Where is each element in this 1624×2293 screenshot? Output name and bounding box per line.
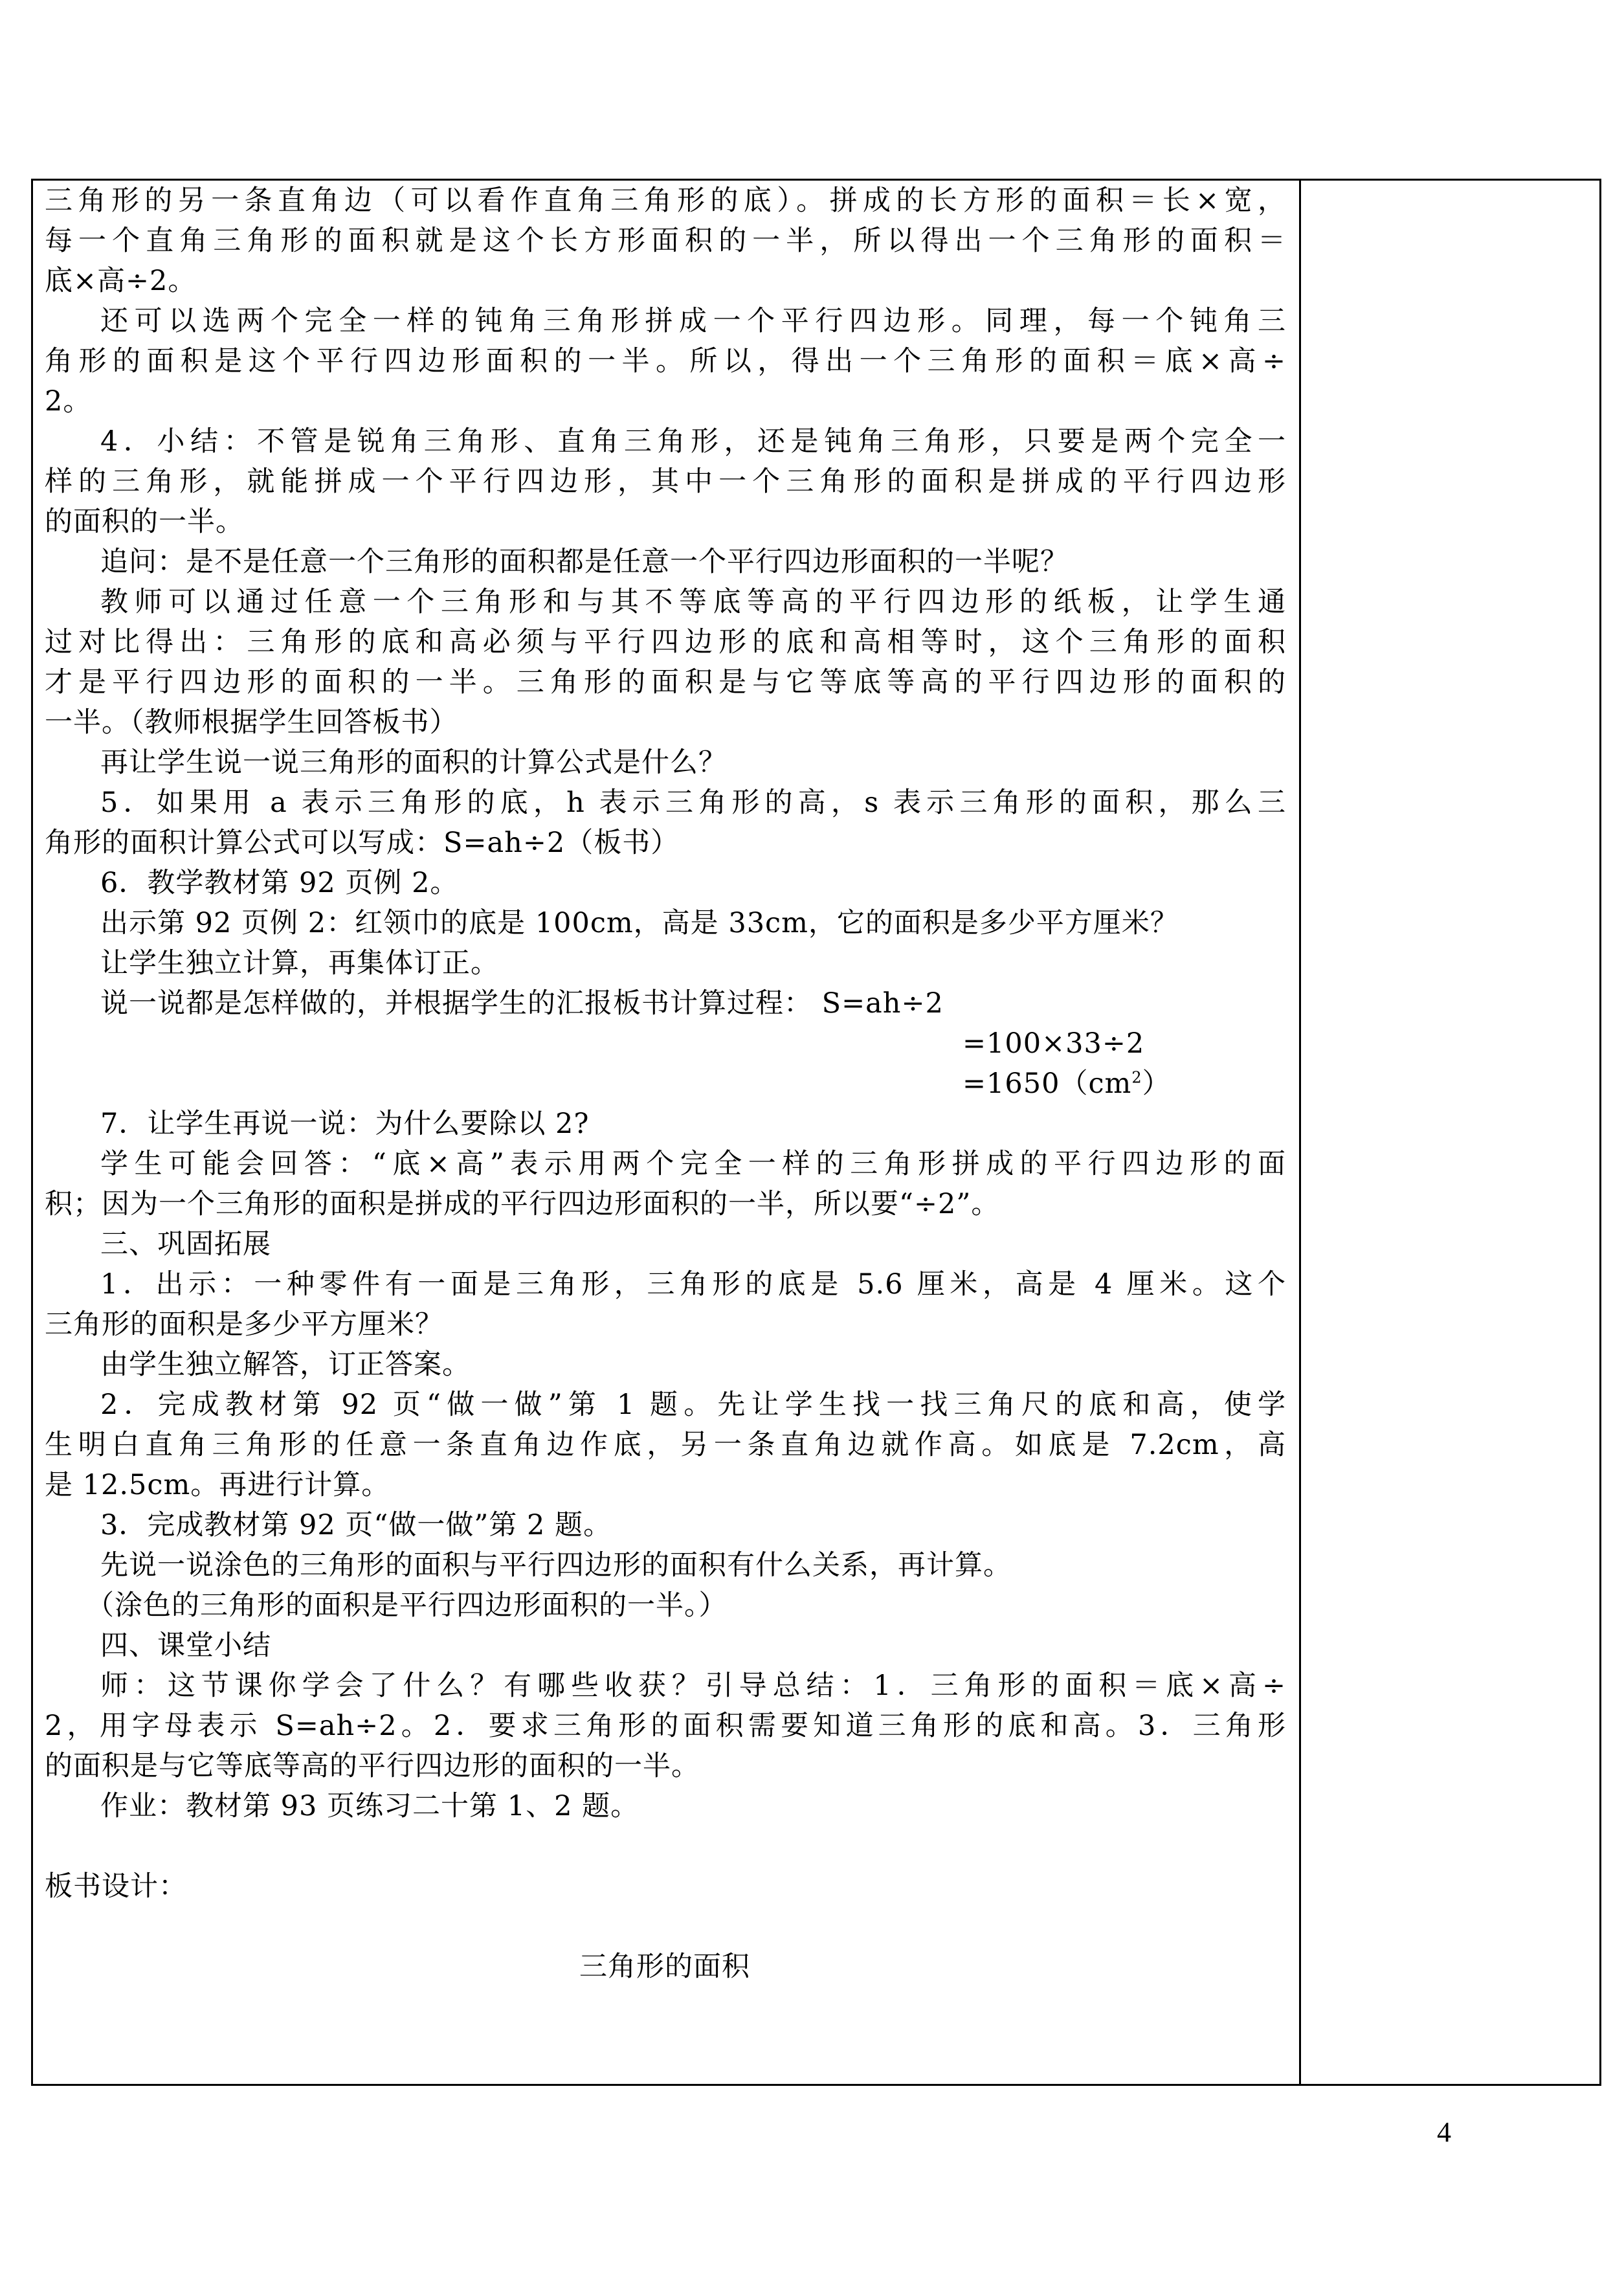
text-line: 再让学生说一说三角形的面积的计算公式是什么？: [100, 746, 727, 779]
text-line: 生明白直角三角形的任意一条直角边作底，另一条直角边就作高。如底是 7.2cm，高: [45, 1429, 1286, 1461]
text-line: 过对比得出：三角形的底和高必须与平行四边形的底和高相等时，这个三角形的面积: [45, 626, 1286, 658]
text-line: 学生可能会回答：“底×高”表示用两个完全一样的三角形拼成的平行四边形的面: [100, 1148, 1286, 1180]
superscript: 2: [1131, 1068, 1142, 1087]
text-line: 底×高÷2。: [45, 265, 197, 297]
text-line: （涂色的三角形的面积是平行四边形面积的一半。）: [86, 1589, 728, 1622]
text-line: 7．让学生再说一说：为什么要除以 2?: [100, 1108, 590, 1140]
calc-step-text: =1650（cm: [962, 1068, 1132, 1100]
text-line: 由学生独立解答，订正答案。: [100, 1348, 471, 1381]
calc-step-close: ）: [1142, 1068, 1171, 1100]
text-line: 说一说都是怎样做的，并根据学生的汇报板书计算过程： S=ah÷2: [100, 987, 944, 1020]
text-line: 的面积的一半。: [45, 506, 244, 538]
text-line: 出示第 92 页例 2：红领巾的底是 100cm，高是 33cm，它的面积是多少平方厘米？: [100, 907, 1179, 939]
text-line: 师：这节课你学会了什么？有哪些收获？引导总结：1．三角形的面积＝底×高÷: [100, 1670, 1286, 1702]
column-divider: [1299, 181, 1301, 2084]
board-design-label: 板书设计：: [45, 1870, 187, 1903]
text-line: 2，用字母表示 S=ah÷2。2．要求三角形的面积需要知道三角形的底和高。3．三角形: [45, 1710, 1286, 1742]
text-line: 样的三角形，就能拼成一个平行四边形，其中一个三角形的面积是拼成的平行四边形: [45, 465, 1286, 498]
text-line: 2．完成教材第 92 页“做一做”第 1 题。先让学生找一找三角尺的底和高，使学: [100, 1389, 1286, 1421]
text-line: 角形的面积计算公式可以写成：S=ah÷2（板书）: [45, 827, 680, 859]
section-heading: 三、巩固拓展: [100, 1228, 271, 1260]
text-line: 教师可以通过任意一个三角形和与其不等底等高的平行四边形的纸板，让学生通: [100, 586, 1286, 618]
text-line: 追问：是不是任意一个三角形的面积都是任意一个平行四边形面积的一半呢？: [100, 546, 1069, 578]
text-line: 三角形的另一条直角边（可以看作直角三角形的底）。拼成的长方形的面积＝长×宽，: [45, 185, 1286, 217]
text-line: 积；因为一个三角形的面积是拼成的平行四边形面积的一半，所以要“÷2”。: [45, 1188, 1000, 1220]
text-line: 三角形的面积是多少平方厘米？: [45, 1308, 443, 1341]
homework-line: 作业：教材第 93 页练习二十第 1、2 题。: [100, 1790, 640, 1822]
text-line: 5．如果用 a 表示三角形的底，h 表示三角形的高，s 表示三角形的面积，那么三: [100, 787, 1286, 819]
text-line: 6．教学教材第 92 页例 2。: [100, 867, 459, 899]
board-design-title: 三角形的面积: [579, 1951, 750, 1983]
calc-step: [962, 1064, 1171, 1104]
text-line: 每一个直角三角形的面积就是这个长方形面积的一半，所以得出一个三角形的面积＝: [45, 225, 1286, 257]
text-line: 的面积是与它等底等高的平行四边形的面积的一半。: [45, 1750, 700, 1782]
text-line: 4．小结：不管是锐角三角形、直角三角形，还是钝角三角形，只要是两个完全一: [100, 425, 1286, 458]
text-line: 1．出示：一种零件有一面是三角形，三角形的底是 5.6 厘米，高是 4 厘米。这个: [100, 1268, 1286, 1301]
text-line: 3．完成教材第 92 页“做一做”第 2 题。: [100, 1509, 612, 1541]
calc-step: =100×33÷2: [962, 1027, 1145, 1060]
text-line: 先说一说涂色的三角形的面积与平行四边形的面积有什么关系，再计算。: [100, 1549, 1012, 1582]
text-line: 还可以选两个完全一样的钝角三角形拼成一个平行四边形。同理，每一个钝角三: [100, 305, 1286, 337]
text-line: 角形的面积是这个平行四边形面积的一半。所以，得出一个三角形的面积＝底×高÷: [45, 345, 1286, 377]
lesson-content-cell: [45, 181, 1287, 2084]
section-heading: 四、课堂小结: [100, 1629, 271, 1662]
text-line: 让学生独立计算，再集体订正。: [100, 947, 499, 979]
page-number: 4: [1437, 2116, 1451, 2148]
text-line: 2。: [45, 385, 92, 418]
lesson-plan-table: [31, 179, 1601, 2086]
text-line: 才是平行四边形的面积的一半。三角形的面积是与它等底等高的平行四边形的面积的: [45, 666, 1286, 699]
text-line: 是 12.5cm。再进行计算。: [45, 1469, 390, 1501]
text-line: 一半。（教师根据学生回答板书）: [45, 706, 458, 739]
